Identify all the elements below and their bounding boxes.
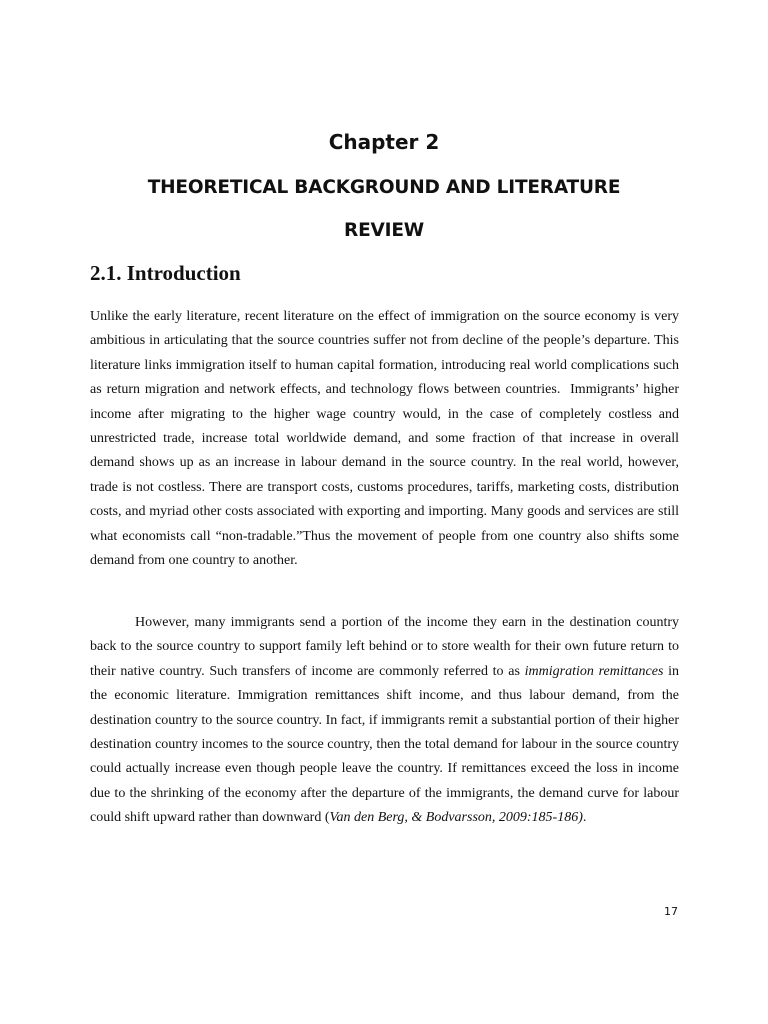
citation: Van den Berg, & Bodvarsson, 2009:185-186) xyxy=(329,810,583,826)
italic-term: immigration remittances xyxy=(524,663,664,679)
chapter-title-line-1: THEORETICAL BACKGROUND AND LITERATURE xyxy=(147,177,621,198)
chapter-label: Chapter 2 xyxy=(328,130,440,154)
chapter-title-line-2: REVIEW xyxy=(344,220,424,241)
paragraph-2-text-end: . xyxy=(582,810,587,826)
section-heading: 2.1. Introduction xyxy=(90,261,241,285)
paragraph-2 xyxy=(90,611,679,831)
paragraph-1: Unlike the early literature, recent literature on the effect of immigration on the source economy is very ambitious in articulating that the source countries suffer not from decline of the people’s departure. This literature links immigration itself to human capital formation, introducing real world complications such as return migration and network effects, and technology flows between countries. Immigrants’ higher income after migrating to the higher wage country would, in the case of completely costless and unrestricted trade, increase total worldwide demand, and some fraction of that increase in overall demand shows up as an increase in labour demand in the source country. In the real world, however, trade is not costless. There are transport costs, customs procedures, tariffs, marketing costs, distribution costs, and myriad other costs associated with exporting and importing. Many goods and services are still what economists call “non-tradable.”Thus the movement of people from one country also shifts some demand from one country to another. xyxy=(90,309,679,569)
paragraph-2-text-start: However, many immigrants send a portion of the income they earn in the destination country back to the source country to support family left behind or to store wealth for their own future return to their native country. Such transfers of income are commonly referred to as xyxy=(90,615,679,679)
paragraph-2-text-middle: in the economic literature. Immigration remittances shift income, and thus labour demand, from the destination country to the source country. In fact, if immigrants remit a substantial portion of their higher destination country incomes to the source country, then the total demand for labour in the source country could actually increase even though people leave the country. If remittances exceed the loss in income due to the shrinking of the economy after the departure of the immigrants, the demand curve for labour could shift upward rather than downward ( xyxy=(90,663,680,826)
page-number: 17 xyxy=(664,905,678,918)
